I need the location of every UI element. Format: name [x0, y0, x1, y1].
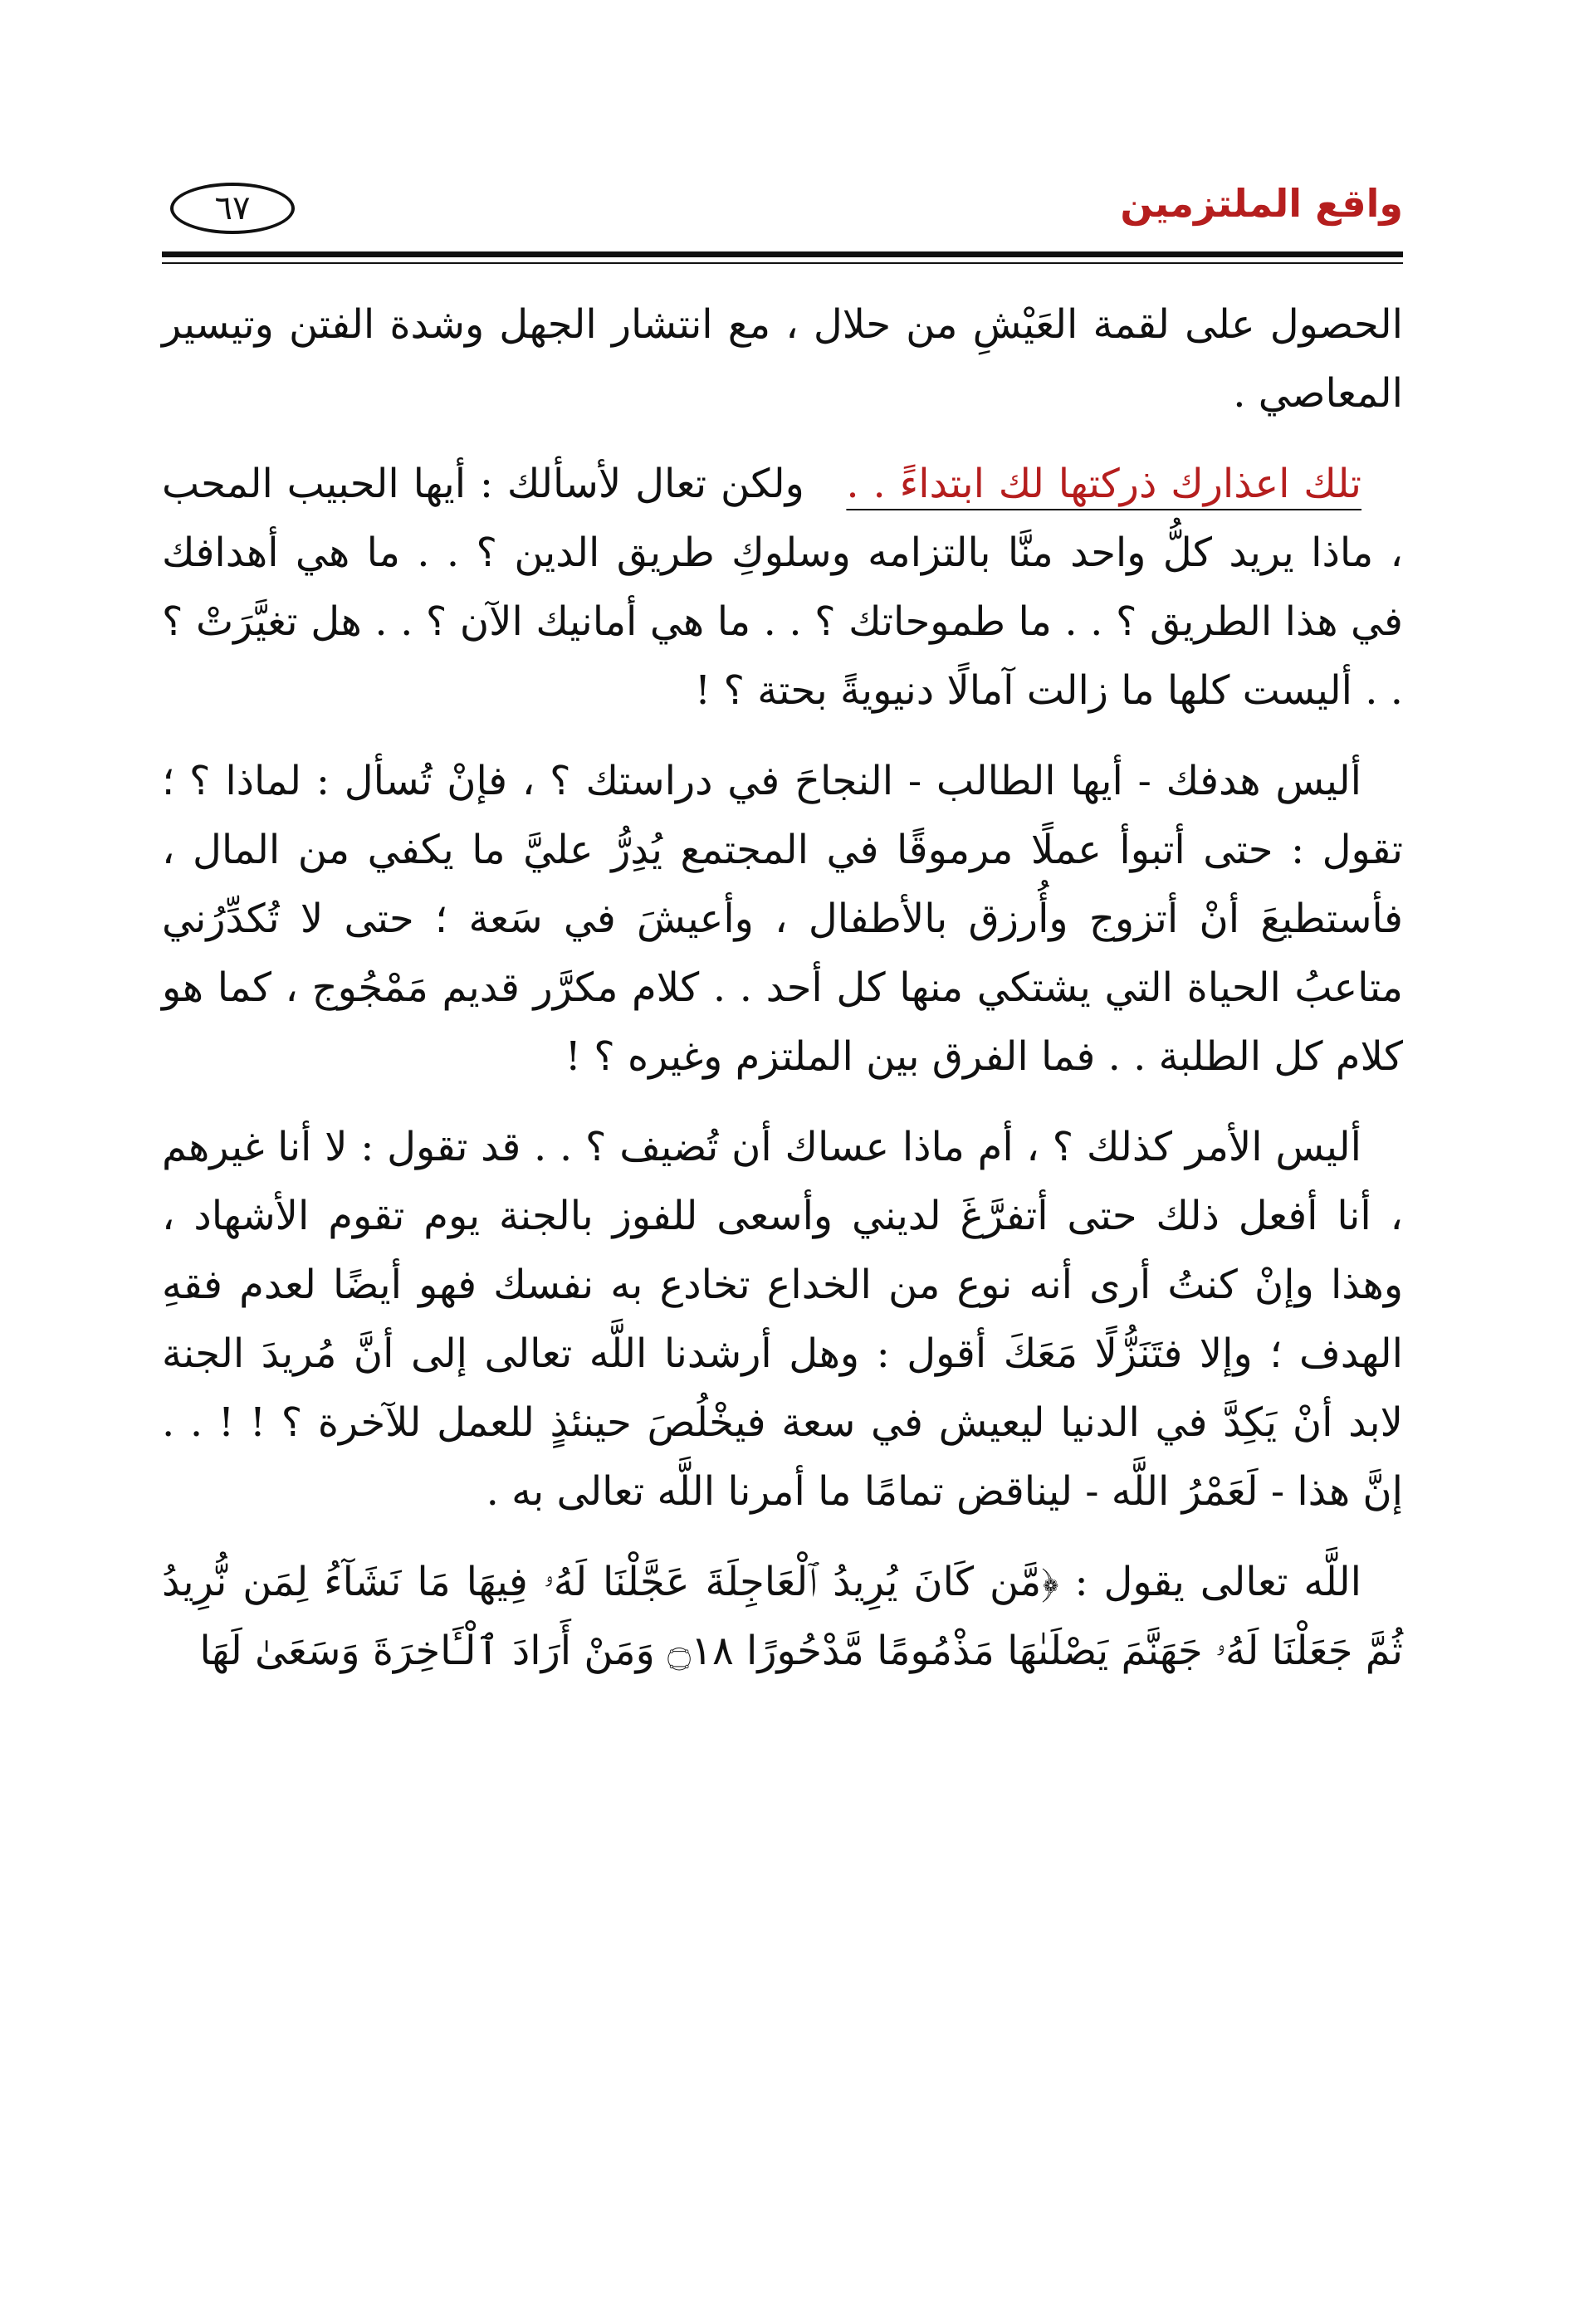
header-rule-thick: [162, 251, 1403, 257]
paragraph-3: أليس هدفك - أيها الطالب - النجاحَ في دراستك ؟ ، فإنْ تُسأل : لماذا ؟ ؛ تقول : حتى أتبوأ عملًا مرموقًا في المجتمع يُدِرُّ عليَّ ما يكفي من المال ، فأستطيعَ أنْ أتزوج وأُرزق بالأطفال ، وأعيشَ في سَعة ؛ حتى لا تُكدِّرُني متاعبُ الحياة التي يشتكي منها كل أحد . . كلام مكرَّر قديم مَمْجُوج ، كما هو كلام كل الطلبة . . فما الفرق بين الملتزم وغيره ؟ !: [162, 758, 1403, 1080]
body-text: [162, 290, 1403, 1707]
paragraph-2-text: ولكن تعال لأسألك : أيها الحبيب المحب ، ماذا يريد كلُّ واحد منَّا بالتزامه وسلوكِ طريق الدين ؟ . . ما هي أهدافك في هذا الطريق ؟ . . ما طموحاتك ؟ . . ما هي أمانيك الآن ؟ . . هل تغيَّرَتْ ؟ . . أليست كلها ما زالت آمالًا دنيويةً بحتة ؟ !: [162, 461, 1404, 714]
paragraph-2: [162, 450, 1403, 725]
page-number: ٦٧: [170, 183, 295, 234]
header-rule-thin: [162, 262, 1403, 264]
quran-verse: ﴿مَّن كَانَ يُرِيدُ ٱلْعَاجِلَةَ عَجَّلْنَا لَهُۥ فِيهَا مَا نَشَآءُ لِمَن نُّرِيدُ ثُمَّ جَعَلْنَا لَهُۥ جَهَنَّمَ يَصْلَىٰهَا مَذْمُومًا مَّدْحُورًا ۝١٨ وَمَنْ أَرَادَ ٱلْـَٔاخِرَةَ وَسَعَىٰ لَهَا: [162, 1559, 1403, 1674]
paragraph-5: [162, 1548, 1403, 1686]
paragraph-5-intro: اللَّه تعالى يقول :: [1074, 1559, 1361, 1605]
page-header: [162, 158, 1403, 249]
paragraph-1: الحصول على لقمة العَيْشِ من حلال ، مع انتشار الجهل وشدة الفتن وتيسير المعاصي .: [162, 301, 1403, 417]
running-title: واقع الملتزمين: [1120, 181, 1403, 226]
highlighted-phrase: تلك اعذارك ذركتها لك ابتداءً . .: [846, 461, 1362, 507]
paragraph-4: أليس الأمر كذلك ؟ ، أم ماذا عساك أن تُضيف ؟ . . قد تقول : لا أنا غيرهم ، أنا أفعل ذلك حتى أتفرَّغَ لديني وأسعى للفوز بالجنة يوم تقوم الأشهاد ، وهذا وإنْ كنتُ أرى أنه نوع من الخداع تخادع به نفسك فهو أيضًا لعدم فقهِ الهدف ؛ وإلا فتَنَزُّلًا مَعَكَ أقول : وهل أرشدنا اللَّه تعالى إلى أنَّ مُريدَ الجنة لابد أنْ يَكِدَّ في الدنيا ليعيش في سعة فيخْلُصَ حينئذٍ للعمل للآخرة ؟ ! ! . . إنَّ هذا - لَعَمْرُ اللَّه - ليناقض تمامًا ما أمرنا اللَّه تعالى به .: [162, 1124, 1403, 1515]
